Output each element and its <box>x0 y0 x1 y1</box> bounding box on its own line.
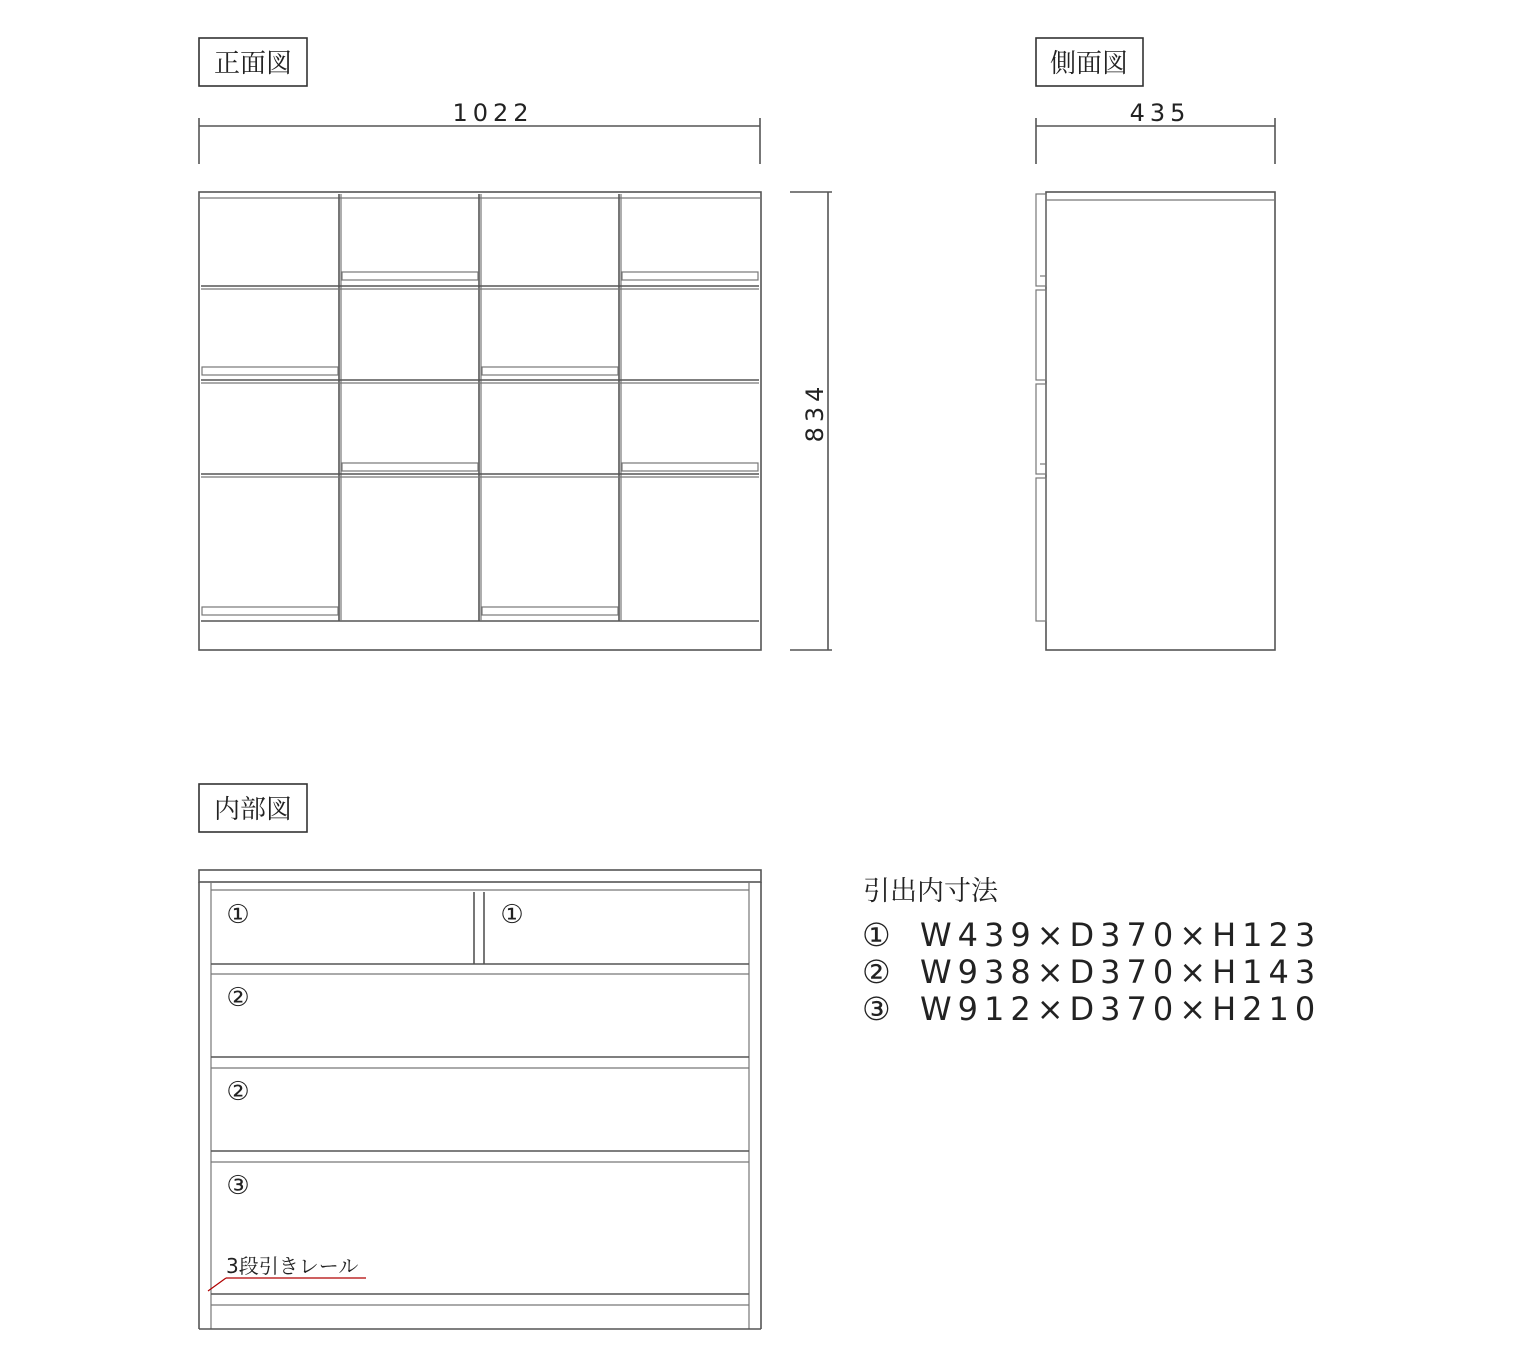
interior-mark-2b: ② <box>226 1077 250 1107</box>
interior-mark-1-left: ① <box>226 900 250 930</box>
spec-row-1: W439×D370×H123 <box>920 916 1322 954</box>
front-drawer-ledges <box>202 272 758 615</box>
interior-top-board <box>199 870 761 882</box>
spec-row-2: W938×D370×H143 <box>920 953 1322 991</box>
interior-view <box>199 784 761 1329</box>
side-view-label: 側面図 <box>1049 49 1129 79</box>
depth-dimension <box>1036 99 1275 164</box>
side-drawer-front <box>1036 290 1046 380</box>
width-dimension <box>199 99 760 164</box>
interior-mark-2a: ② <box>226 983 250 1013</box>
front-view-label: 正面図 <box>213 49 293 79</box>
side-view <box>1036 38 1275 650</box>
side-drawer-front <box>1036 478 1046 621</box>
width-value: 1022 <box>452 99 534 127</box>
side-drawer-front <box>1036 194 1046 286</box>
height-dimension <box>790 192 832 650</box>
rail-note: 3段引きレール <box>226 1254 359 1278</box>
side-body <box>1046 192 1275 650</box>
spec-row-3: W912×D370×H210 <box>920 990 1322 1028</box>
rail-annotation <box>208 1254 366 1291</box>
spec-mark-3: ③ <box>862 990 897 1028</box>
spec-mark-1: ① <box>862 916 897 954</box>
spec-title: 引出内寸法 <box>863 876 998 907</box>
interior-mark-3: ③ <box>226 1171 250 1201</box>
spec-mark-2: ② <box>862 953 897 991</box>
front-body <box>199 192 761 650</box>
front-view <box>199 38 761 650</box>
depth-value: 435 <box>1129 99 1191 127</box>
drawer-spec-list <box>862 876 1321 1028</box>
height-value: 834 <box>801 381 829 443</box>
interior-mark-1-right: ① <box>500 900 524 930</box>
interior-view-label: 内部図 <box>213 795 293 825</box>
side-drawer-front <box>1036 384 1046 474</box>
